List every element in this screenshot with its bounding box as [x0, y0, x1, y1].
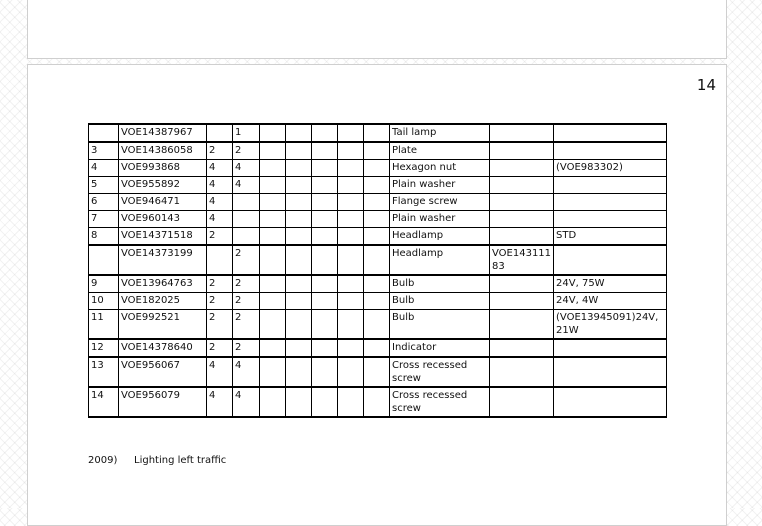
cell-part-number: VOE955892 [119, 177, 207, 194]
cell-empty [312, 357, 338, 387]
cell-part-number: VOE14378640 [119, 339, 207, 357]
cell-empty [364, 177, 390, 194]
cell-quantity-1: 2 [207, 293, 233, 310]
cell-quantity-2: 4 [233, 177, 260, 194]
parts-table-body [89, 124, 667, 417]
footnote-text: Lighting left traffic [134, 455, 227, 466]
cell-empty [286, 387, 312, 417]
cell-empty [364, 160, 390, 177]
cell-remark: (VOE13945091)24V, 21W [554, 310, 667, 340]
cell-empty [260, 177, 286, 194]
cell-empty [312, 387, 338, 417]
parts-table [88, 123, 667, 418]
cell-empty [338, 228, 364, 246]
cell-description: Bulb [390, 310, 490, 340]
cell-empty [286, 142, 312, 160]
cell-remark [554, 124, 667, 142]
cell-quantity-2 [233, 194, 260, 211]
cell-description: Headlamp [390, 228, 490, 246]
cell-empty [364, 124, 390, 142]
table-row [89, 275, 667, 293]
cell-description: Flange screw [390, 194, 490, 211]
cell-description: Indicator [390, 339, 490, 357]
cell-position: 9 [89, 275, 119, 293]
table-row [89, 357, 667, 387]
cell-empty [286, 339, 312, 357]
cell-quantity-1: 2 [207, 142, 233, 160]
cell-empty [338, 357, 364, 387]
cell-alternate-part [490, 228, 554, 246]
cell-alternate-part: VOE143111 83 [490, 245, 554, 275]
cell-part-number: VOE14371518 [119, 228, 207, 246]
cell-empty [260, 211, 286, 228]
cell-empty [364, 275, 390, 293]
cell-empty [286, 310, 312, 340]
cell-quantity-1: 4 [207, 357, 233, 387]
cell-empty [338, 142, 364, 160]
cell-empty [312, 160, 338, 177]
cell-quantity-1: 2 [207, 339, 233, 357]
cell-quantity-2: 2 [233, 310, 260, 340]
cell-empty [260, 357, 286, 387]
cell-empty [338, 387, 364, 417]
cell-quantity-2 [233, 211, 260, 228]
cell-empty [338, 160, 364, 177]
cell-quantity-2: 4 [233, 160, 260, 177]
cell-empty [364, 357, 390, 387]
cell-empty [364, 387, 390, 417]
cell-quantity-1: 2 [207, 228, 233, 246]
cell-alternate-part [490, 293, 554, 310]
cell-empty [312, 245, 338, 275]
cell-empty [312, 142, 338, 160]
cell-quantity-1 [207, 124, 233, 142]
cell-description: Hexagon nut [390, 160, 490, 177]
cell-position [89, 124, 119, 142]
cell-empty [312, 293, 338, 310]
cell-position: 14 [89, 387, 119, 417]
cell-quantity-2: 2 [233, 293, 260, 310]
cell-empty [364, 228, 390, 246]
table-row [89, 142, 667, 160]
cell-quantity-1: 4 [207, 387, 233, 417]
cell-position: 4 [89, 160, 119, 177]
cell-part-number: VOE960143 [119, 211, 207, 228]
cell-remark: (VOE983302) [554, 160, 667, 177]
cell-quantity-2: 2 [233, 275, 260, 293]
cell-alternate-part [490, 124, 554, 142]
cell-empty [364, 194, 390, 211]
previous-page-sheet [27, 0, 727, 59]
cell-empty [364, 245, 390, 275]
table-row [89, 228, 667, 246]
cell-alternate-part [490, 339, 554, 357]
cell-alternate-part [490, 142, 554, 160]
cell-empty [286, 245, 312, 275]
cell-remark [554, 142, 667, 160]
cell-empty [338, 275, 364, 293]
cell-remark: 24V, 4W [554, 293, 667, 310]
cell-part-number: VOE182025 [119, 293, 207, 310]
cell-empty [260, 275, 286, 293]
cell-empty [338, 211, 364, 228]
cell-alternate-part [490, 387, 554, 417]
cell-description: Bulb [390, 293, 490, 310]
cell-remark [554, 211, 667, 228]
cell-empty [260, 310, 286, 340]
cell-empty [364, 293, 390, 310]
cell-remark [554, 357, 667, 387]
cell-alternate-part [490, 357, 554, 387]
cell-empty [260, 245, 286, 275]
cell-quantity-1: 4 [207, 211, 233, 228]
cell-quantity-2: 2 [233, 339, 260, 357]
cell-empty [286, 177, 312, 194]
cell-description: Headlamp [390, 245, 490, 275]
cell-part-number: VOE14387967 [119, 124, 207, 142]
cell-quantity-2 [233, 228, 260, 246]
cell-empty [260, 142, 286, 160]
cell-remark: 24V, 75W [554, 275, 667, 293]
cell-empty [312, 310, 338, 340]
cell-position: 10 [89, 293, 119, 310]
cell-empty [286, 124, 312, 142]
cell-position: 7 [89, 211, 119, 228]
cell-empty [364, 142, 390, 160]
cell-empty [260, 228, 286, 246]
cell-alternate-part [490, 160, 554, 177]
cell-position: 12 [89, 339, 119, 357]
cell-empty [260, 124, 286, 142]
cell-empty [260, 293, 286, 310]
cell-part-number: VOE993868 [119, 160, 207, 177]
cell-part-number: VOE946471 [119, 194, 207, 211]
cell-empty [312, 339, 338, 357]
cell-empty [338, 245, 364, 275]
table-row [89, 194, 667, 211]
cell-quantity-2: 1 [233, 124, 260, 142]
table-row [89, 387, 667, 417]
table-row [89, 211, 667, 228]
cell-empty [286, 293, 312, 310]
cell-quantity-2: 2 [233, 142, 260, 160]
document-page [27, 64, 727, 526]
cell-alternate-part [490, 211, 554, 228]
cell-alternate-part [490, 310, 554, 340]
cell-description: Plate [390, 142, 490, 160]
cell-empty [364, 310, 390, 340]
cell-part-number: VOE14373199 [119, 245, 207, 275]
cell-empty [312, 228, 338, 246]
cell-empty [338, 293, 364, 310]
cell-empty [312, 211, 338, 228]
cell-empty [260, 194, 286, 211]
cell-quantity-1: 4 [207, 160, 233, 177]
cell-alternate-part [490, 177, 554, 194]
cell-empty [286, 357, 312, 387]
cell-remark [554, 339, 667, 357]
cell-remark: STD [554, 228, 667, 246]
cell-empty [338, 310, 364, 340]
cell-empty [286, 160, 312, 177]
table-row [89, 310, 667, 340]
footnote-number: 2009) [88, 455, 118, 466]
table-row [89, 177, 667, 194]
cell-description: Cross recessed screw [390, 387, 490, 417]
cell-quantity-2: 4 [233, 387, 260, 417]
cell-position: 5 [89, 177, 119, 194]
cell-quantity-2: 4 [233, 357, 260, 387]
cell-empty [260, 339, 286, 357]
cell-alternate-part [490, 275, 554, 293]
cell-remark [554, 387, 667, 417]
table-row [89, 124, 667, 142]
table-row [89, 245, 667, 275]
cell-position: 6 [89, 194, 119, 211]
cell-position: 13 [89, 357, 119, 387]
cell-quantity-2: 2 [233, 245, 260, 275]
cell-part-number: VOE992521 [119, 310, 207, 340]
cell-empty [364, 339, 390, 357]
table-row [89, 160, 667, 177]
cell-empty [286, 228, 312, 246]
cell-quantity-1: 2 [207, 310, 233, 340]
cell-description: Plain washer [390, 177, 490, 194]
cell-remark [554, 194, 667, 211]
cell-empty [338, 194, 364, 211]
cell-position: 8 [89, 228, 119, 246]
page-number: 14 [696, 76, 716, 94]
table-row [89, 293, 667, 310]
cell-quantity-1: 4 [207, 177, 233, 194]
cell-description: Bulb [390, 275, 490, 293]
footnote [88, 455, 226, 466]
cell-position: 11 [89, 310, 119, 340]
cell-description: Tail lamp [390, 124, 490, 142]
cell-empty [338, 177, 364, 194]
cell-remark [554, 245, 667, 275]
cell-empty [338, 124, 364, 142]
cell-empty [286, 275, 312, 293]
cell-empty [260, 160, 286, 177]
cell-part-number: VOE956079 [119, 387, 207, 417]
cell-part-number: VOE13964763 [119, 275, 207, 293]
cell-position: 3 [89, 142, 119, 160]
cell-empty [312, 194, 338, 211]
cell-quantity-1 [207, 245, 233, 275]
cell-position [89, 245, 119, 275]
cell-empty [312, 177, 338, 194]
cell-empty [260, 387, 286, 417]
table-row [89, 339, 667, 357]
cell-empty [286, 211, 312, 228]
cell-quantity-1: 4 [207, 194, 233, 211]
cell-remark [554, 177, 667, 194]
cell-alternate-part [490, 194, 554, 211]
cell-empty [364, 211, 390, 228]
cell-empty [338, 339, 364, 357]
cell-description: Plain washer [390, 211, 490, 228]
cell-empty [312, 124, 338, 142]
cell-part-number: VOE14386058 [119, 142, 207, 160]
cell-quantity-1: 2 [207, 275, 233, 293]
cell-description: Cross recessed screw [390, 357, 490, 387]
cell-part-number: VOE956067 [119, 357, 207, 387]
cell-empty [286, 194, 312, 211]
cell-empty [312, 275, 338, 293]
